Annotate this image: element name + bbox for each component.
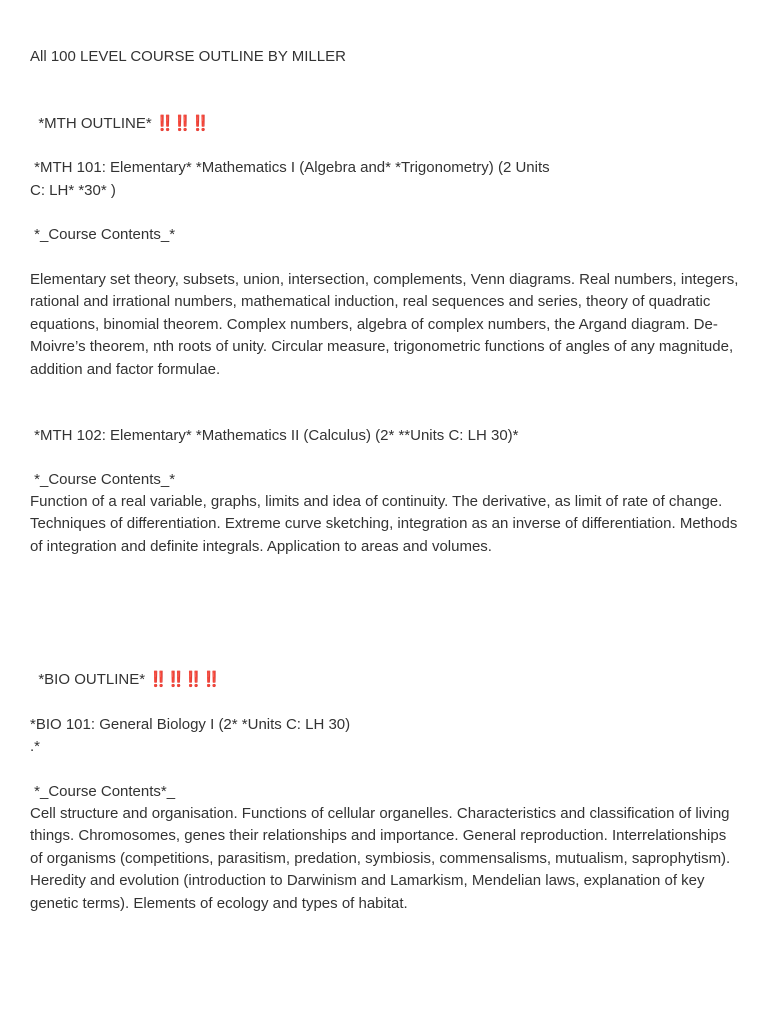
mth101-contents-body: Elementary set theory, subsets, union, intersection, complements, Venn diagrams. Real numbers, integers, rational and irrational numbers, mathematical induction, real sequences and series, theory of quadratic equations, binomial theorem. Complex numbers, algebra of complex numbers, the Argand diagram. De-Moivre’s theorem, nth roots of unity. Circular measure, trigonometric functions of angles of any magnitude, addition and factor formulae. <box>30 271 739 378</box>
mth-outline-heading <box>30 91 209 136</box>
bio-outline-heading <box>30 647 220 692</box>
mth102-contents-label: *_Course Contents_* <box>30 471 176 488</box>
document-title: All 100 LEVEL COURSE OUTLINE BY MILLER <box>30 48 346 65</box>
mth-exclamation-emoji: ‼️‼️‼️ <box>155 115 209 133</box>
mth102-contents-body: Function of a real variable, graphs, limits and idea of continuity. The derivative, as limit of rate of change. Techniques of differentiation. Extreme curve sketching, integration as an inverse of differentiation. Methods of integration and definite integrals. Application to areas and volumes. <box>30 493 738 555</box>
bio-heading-text: *BIO OUTLINE* <box>38 671 146 689</box>
bio101-title-line2: .* <box>30 738 41 755</box>
bio101-contents-body: Cell structure and organisation. Functions of cellular organelles. Characteristics and classification of living things. Chromosomes, genes their relationships and importance. General reproduction. Interrelationships of organisms (competitions, parasitism, predation, symbiosis, commensalisms, mutualism, saprophytism). Heredity and evolution (introduction to Darwinism and Lamarkism, Mendelian laws, explanation of key genetic terms). Elements of ecology and types of habitat. <box>30 805 731 912</box>
mth101-title-line1: *MTH 101: Elementary* *Mathematics I (Algebra and* *Trigonometry) (2 Units <box>30 159 550 176</box>
mth102-title: *MTH 102: Elementary* *Mathematics II (Calculus) (2* **Units C: LH 30)* <box>30 427 519 444</box>
bio101-contents-label: *_Course Contents*_ <box>30 783 176 800</box>
mth101-contents-label: *_Course Contents_* <box>30 226 176 243</box>
mth101-title-line2: C: LH* *30* ) <box>30 182 116 199</box>
bio101-title-line1: *BIO 101: General Biology I (2* *Units C: LH 30) <box>30 716 351 733</box>
mth-heading-text: *MTH OUTLINE* <box>38 115 152 133</box>
bio-exclamation-emoji: ‼️‼️‼️‼️ <box>149 671 220 689</box>
